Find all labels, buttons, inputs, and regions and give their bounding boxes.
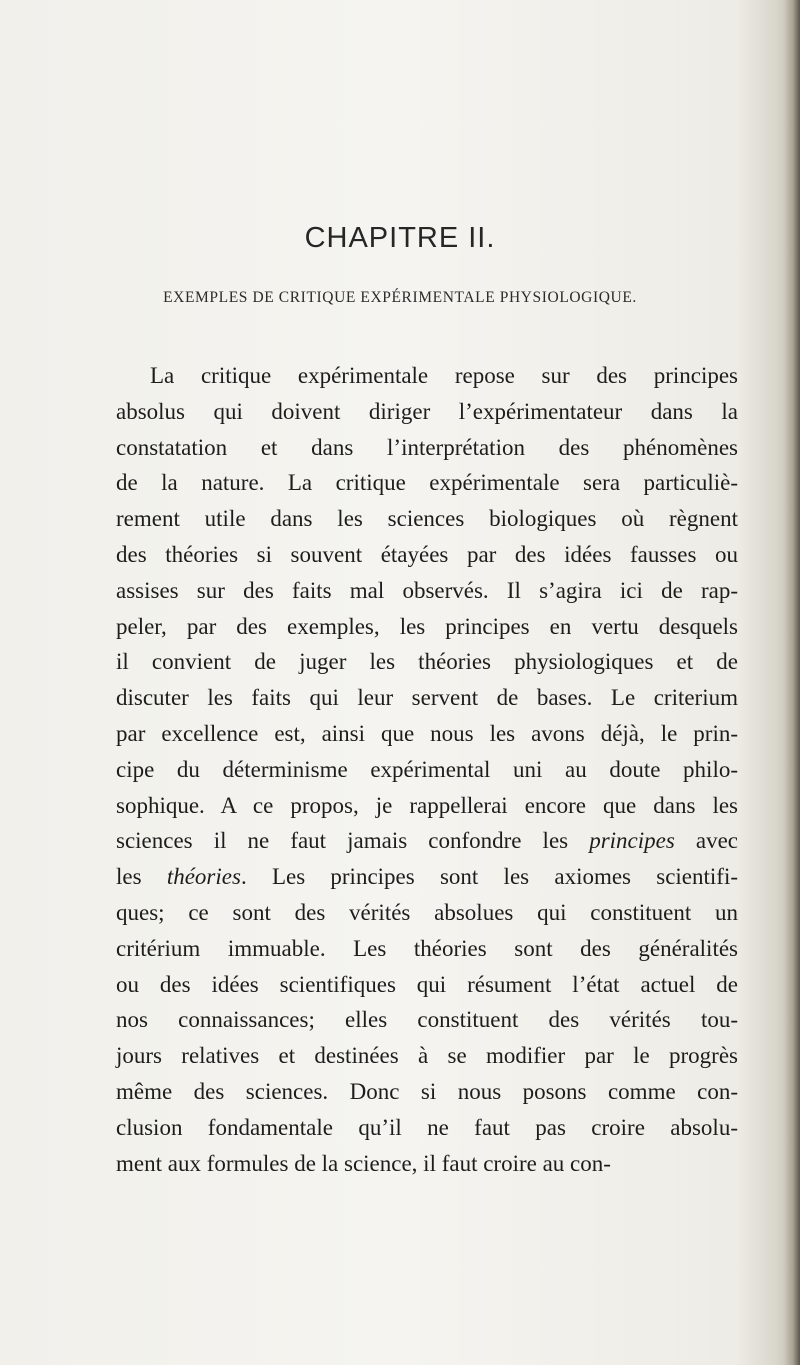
text-line: ques; ce sont des vérités absolues qui constituent un <box>116 899 738 925</box>
text-line: ment aux formules de la science, il faut croire au con- <box>116 1150 611 1176</box>
text-line: ou des idées scientifiques qui résument l’état actuel de <box>116 971 738 997</box>
text-line: La critique expérimentale repose sur des principes <box>150 363 738 388</box>
text-line: peler, par des exemples, les principes en vertu desquels <box>116 613 738 639</box>
text-segment: les <box>116 864 142 890</box>
text-segment: sciences il ne faut jamais confondre les <box>116 828 569 854</box>
text-line: absolus qui doivent diriger l’expérimentateur dans la <box>116 398 738 424</box>
text-line: jours relatives et destinées à se modifier par le progrès <box>116 1043 738 1069</box>
text-line: critérium immuable. Les théories sont des généralités <box>116 935 738 961</box>
text-segment: . Les principes sont les axiomes scientifi- <box>240 864 739 890</box>
text-line: discuter les faits qui leur servent de bases. Le criterium <box>116 685 738 711</box>
text-line: assises sur des faits mal observés. Il s’agira ici de rap- <box>116 577 738 603</box>
text-line-with-italic <box>116 823 738 859</box>
italic-term-theories: théories <box>166 864 241 890</box>
text-line: des théories si souvent étayées par des idées fausses ou <box>116 541 738 567</box>
text-segment: avec <box>695 828 739 854</box>
text-line: nos connaissances; elles constituent des vérités tou- <box>116 1007 738 1033</box>
chapter-subtitle: EXEMPLES DE CRITIQUE EXPÉRIMENTALE PHYSIOLOGIQUE. <box>163 289 637 306</box>
text-line: cipe du déterminisme expérimental uni au doute philo- <box>116 756 738 782</box>
text-line: constatation et dans l’interprétation des phénomènes <box>116 434 738 460</box>
chapter-title: CHAPITRE II. <box>304 222 496 254</box>
body-paragraph <box>116 358 738 1181</box>
text-line: il convient de juger les théories physiologiques et de <box>116 649 738 675</box>
text-line: sophique. A ce propos, je rappellerai encore que dans les <box>116 792 738 818</box>
text-line-with-italic <box>116 859 738 895</box>
text-line: clusion fondamentale qu’il ne faut pas croire absolu- <box>116 1114 738 1140</box>
text-line: rement utile dans les sciences biologiques où règnent <box>116 506 738 532</box>
italic-term-principes: principes <box>589 828 675 854</box>
text-line: même des sciences. Donc si nous posons comme con- <box>116 1078 738 1104</box>
page-edge-shadow <box>784 0 800 1365</box>
text-line: de la nature. La critique expérimentale sera particuliè- <box>116 470 738 496</box>
text-line: par excellence est, ainsi que nous les avons déjà, le prin- <box>116 720 738 746</box>
